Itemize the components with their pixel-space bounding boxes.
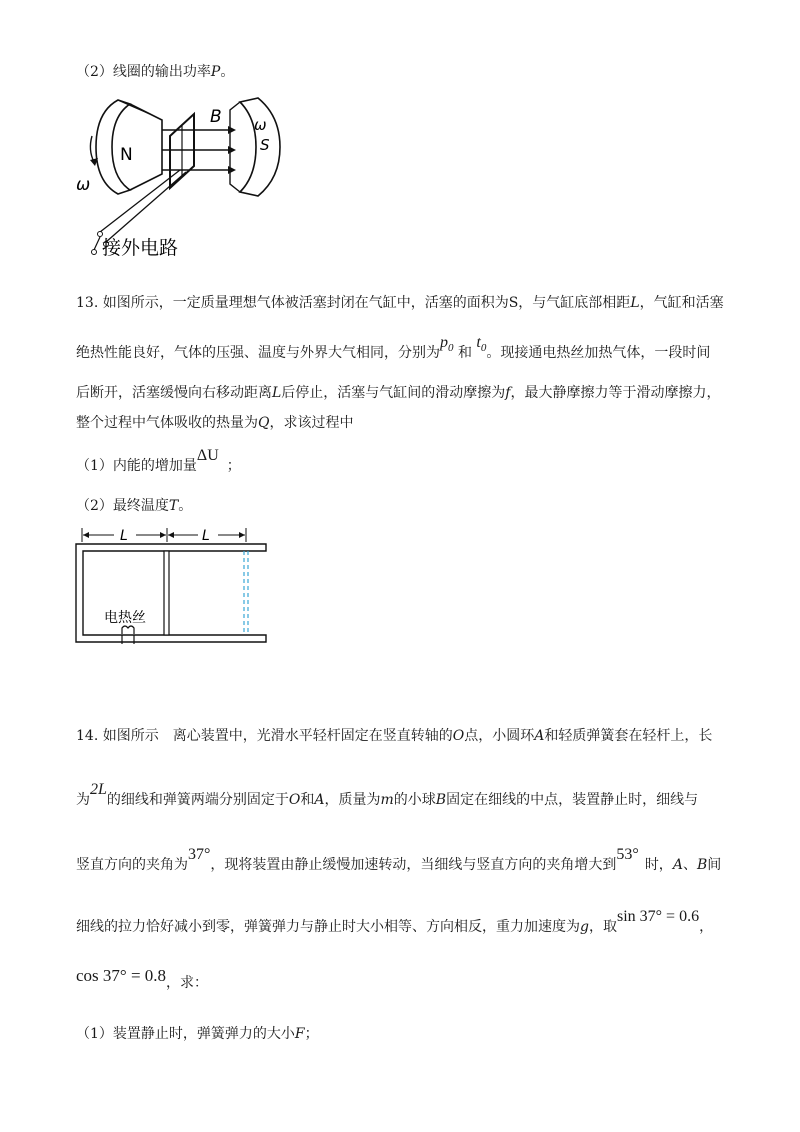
q13-line1: 13. 如图所示，一定质量理想气体被活塞封闭在气缸中，活塞的面积为S，与气缸底部相距L，气缸和活塞: [76, 295, 724, 311]
omega-right-label: ω: [254, 116, 267, 134]
q14-line5: cos 37° = 0.8，求：: [76, 966, 209, 991]
q13-part2: （2）最终温度T。: [76, 498, 193, 514]
n-pole-label: N: [120, 145, 133, 165]
generator-figure: [70, 92, 290, 264]
q14-line3: 竖直方向的夹角为37°，现将装置由静止缓慢加速转动，当细线与竖直方向的夹角增大到53°时，A、B间: [76, 846, 722, 873]
q14-line4: 细线的拉力恰好减小到零，弹簧弹力与静止时大小相等、方向相反，重力加速度为g，取sin 37° = 0.6，: [76, 908, 714, 935]
q12-part2: （2）线圈的输出功率P。: [76, 64, 235, 80]
q13-line4: 整个过程中气体吸收的热量为Q，求该过程中: [76, 415, 354, 431]
q13-line2: 绝热性能良好，气体的压强、温度与外界大气相同，分别为$p_0$ 和 $t_0$。现接通电热丝加热气体，一段时间: [76, 334, 711, 361]
q13-part1: （1）内能的增加量ΔU；: [76, 447, 241, 474]
q14-part1: （1）装置静止时，弹簧弹力的大小F；: [76, 1026, 319, 1042]
q13-line3: 后断开，活塞缓慢向右移动距离L后停止，活塞与气缸间的滑动摩擦为f，最大静摩擦力等于滑动摩擦力，: [76, 385, 721, 401]
q14-line1: 14. 如图所示 离心装置中，光滑水平轻杆固定在竖直转轴的O点，小圆环A和轻质弹簧套在轻杆上，长: [76, 728, 713, 744]
s-pole-label: S: [260, 136, 270, 154]
heater-label: 电热丝: [104, 610, 146, 626]
q14-line2: 为2L的细线和弹簧两端分别固定于O和A，质量为m的小球B固定在细线的中点，装置静止时，细线与: [76, 781, 699, 808]
length-label-2: L: [202, 528, 210, 544]
external-circuit-label: 接外电路: [102, 237, 179, 259]
field-b-label: B: [210, 107, 222, 127]
length-label-1: L: [120, 528, 128, 544]
omega-left-label: ω: [76, 175, 91, 195]
cylinder-figure: [74, 524, 274, 650]
